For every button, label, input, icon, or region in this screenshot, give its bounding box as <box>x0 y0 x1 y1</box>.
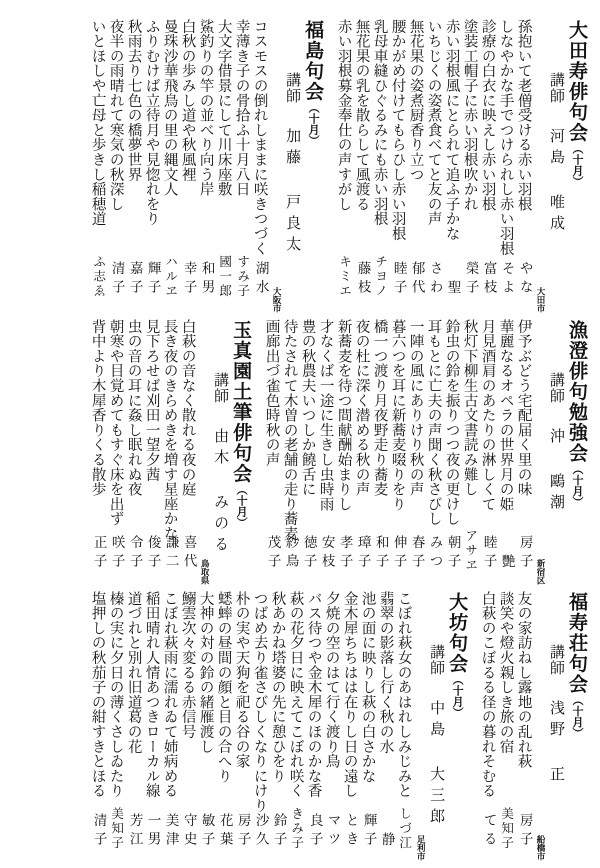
haiku-verse: 朴の実や天狗を祀る谷の家 <box>233 591 250 769</box>
haiku-author: 富枝 <box>480 261 497 298</box>
haiku-author: 璋子 <box>354 535 371 572</box>
haiku-entry <box>479 586 496 862</box>
haiku-verse: 乳母車縫ひぐるみにも赤い羽根 <box>371 19 388 227</box>
haiku-author: アサヱ <box>463 528 479 572</box>
haiku-verse: いちじくの姿煮食べてと友の声 <box>425 19 442 227</box>
haiku-verse: 赤い羽根風にとられて追ふ子かな <box>443 19 460 241</box>
haiku-entry <box>389 14 406 314</box>
haiku-entry <box>179 586 196 862</box>
haiku-verse: 萩の花夕日に映えてこぼれ咲く <box>287 591 304 799</box>
haiku-group-fukushima <box>88 14 328 314</box>
haiku-verse: 大文字借景にして川床座敷 <box>215 19 232 197</box>
haiku-author: 和男 <box>198 261 215 298</box>
haiku-author: やな <box>516 261 533 298</box>
haiku-author: しづ江 <box>397 806 413 850</box>
haiku-verse: 談笑や燈火親しき旅の宿 <box>497 591 514 754</box>
haiku-author: 藤枝 <box>354 261 371 298</box>
haiku-author: さわ <box>426 261 443 298</box>
haiku-author: 安枝 <box>318 535 335 572</box>
lecturer: 講師 中島 大三郎 <box>428 644 447 829</box>
haiku-author: 敏子 <box>198 813 215 850</box>
haiku-entry <box>461 314 478 586</box>
haiku-verse: 腰かがめ付けてもらひし赤い羽根 <box>389 19 406 241</box>
lecturer: 講師 加藤 戸良太 <box>284 72 303 257</box>
haiku-verse: 秋雨去り七色の橋夢世界 <box>125 19 142 182</box>
haiku-entry <box>425 14 442 314</box>
haiku-author: みつ <box>426 535 443 572</box>
haiku-verse: 月見酒肩のあたりの淋しくて <box>479 319 496 512</box>
haiku-entry <box>497 14 514 314</box>
haiku-entry <box>215 586 232 862</box>
haiku-verse: 鈴虫の鈴を振りつつ夜の更けし <box>443 319 460 527</box>
haiku-verse: 鯊釣りの竿の並べり向う岸 <box>197 19 214 197</box>
group-heading <box>196 314 256 586</box>
haiku-author: 俊子 <box>144 535 161 572</box>
haiku-author: 喜代 <box>180 535 197 572</box>
haiku-author: 美津 <box>162 813 179 850</box>
group-city: 船橋市 <box>535 834 545 860</box>
haiku-entry <box>89 14 106 314</box>
group-city: 足利市 <box>415 834 426 860</box>
haiku-entry <box>143 14 160 314</box>
haiku-verse: 背中より木犀香りくる散歩 <box>89 319 106 497</box>
haiku-author: チヨノ <box>373 254 389 298</box>
haiku-author: きみ子 <box>289 806 305 850</box>
haiku-verse: ふりむけば立待月や見惚れをり <box>143 19 160 227</box>
haiku-verse: 池の面に映りし萩の白さかな <box>359 591 376 784</box>
band-bottom <box>8 586 592 862</box>
haiku-author: 和子 <box>372 535 389 572</box>
haiku-author: 輝子 <box>144 261 161 298</box>
haiku-entry <box>407 314 424 586</box>
haiku-verse: 孫抱いて老僧受ける赤い羽根 <box>515 19 532 212</box>
haiku-entry <box>353 14 370 314</box>
haiku-verse: 蟋蟀の昼間の顔と目の合へり <box>215 591 232 784</box>
haiku-author: 花葉 <box>216 813 233 850</box>
haiku-group-fukujuso <box>478 586 592 862</box>
haiku-author: 美知子 <box>499 806 515 850</box>
haiku-group-daibo-continued <box>88 586 322 862</box>
haiku-verse: 伊予ぶどう宅配届く里の味 <box>515 319 532 497</box>
haiku-author: 紗鳥 <box>282 535 299 572</box>
haiku-author: 一男 <box>144 813 161 850</box>
haiku-entry <box>125 14 142 314</box>
haiku-verse: 才なくば一途に生きし虫時雨 <box>317 319 334 512</box>
haiku-verse: 翡翠の影落し行く秋の水 <box>377 591 394 754</box>
lecturer: 講師 浅野 正 <box>548 644 566 787</box>
haiku-verse: 塩押しの秋茄子の紺すきとほる <box>89 591 106 799</box>
haiku-entry <box>305 586 322 862</box>
haiku-author: 聖 <box>444 279 461 298</box>
haiku-author: 茂子 <box>264 535 281 572</box>
haiku-entry <box>179 314 196 586</box>
haiku-verse: 曼珠沙華飛鳥の里の縄文人 <box>161 19 178 197</box>
haiku-verse: しなやかな手でつけられし赤い羽根 <box>497 19 514 256</box>
haiku-author: 徳子 <box>300 535 317 572</box>
haiku-entry <box>335 14 352 314</box>
haiku-author: ふ志ゑ <box>91 254 107 298</box>
haiku-author: 朝子 <box>444 535 461 572</box>
haiku-verse: いとほしや亡母と歩きし稲穂道 <box>89 19 106 227</box>
haiku-entry <box>179 14 196 314</box>
haiku-entry <box>197 586 214 862</box>
haiku-author: てる <box>480 813 497 850</box>
group-heading <box>532 586 592 862</box>
haiku-verse: 夕焼の空のはて行く渡り鳥 <box>323 591 340 769</box>
haiku-author: 鈴子 <box>270 813 287 850</box>
haiku-entry <box>359 586 376 862</box>
haiku-verse: つばめ去り雀さびしくなりにけり <box>251 591 268 813</box>
haiku-entry <box>395 586 412 862</box>
haiku-verse: 新蕎麦を待つ間献酬始まりし <box>335 319 352 512</box>
group-title: 大田寿俳句会（十月） <box>566 20 588 187</box>
haiku-entry <box>161 14 178 314</box>
haiku-author: 守史 <box>180 813 197 850</box>
haiku-verse: 長き夜のきらめきを増す星座かな <box>161 319 178 541</box>
haiku-verse: 白秋の歩みし道や秋風裡 <box>179 19 196 182</box>
haiku-author: 湖水 <box>252 261 269 298</box>
haiku-entry <box>353 314 370 586</box>
haiku-entry <box>497 586 514 862</box>
haiku-author: 謙二 <box>162 535 179 572</box>
haiku-author: 静 <box>378 831 395 850</box>
haiku-entry <box>479 314 496 586</box>
group-title: 福島句会（十月） <box>302 20 325 146</box>
haiku-author: とき <box>342 813 359 850</box>
haiku-entry <box>215 14 232 314</box>
group-title: 大坊句会（十月） <box>446 592 469 718</box>
haiku-author: 榮子 <box>462 261 479 298</box>
haiku-entry <box>233 586 250 862</box>
haiku-author: 國一郎 <box>217 254 233 298</box>
haiku-entry <box>323 586 340 862</box>
haiku-verse: 無花果の乳を散らして風渡る <box>353 19 370 212</box>
haiku-author: 幸子 <box>180 261 197 298</box>
haiku-entry <box>515 14 532 314</box>
haiku-verse: 大神の対の鈴の緒雁渡し <box>197 591 214 754</box>
haiku-author: 房子 <box>516 535 533 572</box>
haiku-verse: 無花果の姿煮厨香り立つ <box>407 19 424 182</box>
haiku-author: 房子 <box>234 813 251 850</box>
haiku-verse: 幸薄き子の骨拾ふ十月八日 <box>233 19 250 197</box>
haiku-author: 沙久 <box>252 813 269 850</box>
haiku-group-tamashinen <box>88 314 256 586</box>
group-city: 大田市 <box>535 286 545 312</box>
haiku-verse: 稲田晴れ人情あつきローカル線 <box>143 591 160 799</box>
haiku-author: 正子 <box>90 535 107 572</box>
haiku-entry <box>335 314 352 586</box>
haiku-entry <box>143 586 160 862</box>
haiku-entry <box>107 314 124 586</box>
haiku-entry <box>371 314 388 586</box>
haiku-author: 睦子 <box>480 535 497 572</box>
lecturer: 講師 由木 みのる <box>212 372 231 557</box>
haiku-verse: 金木犀ちちはは在りし日の遠し <box>341 591 358 799</box>
haiku-verse: 一陣の風にありけり秋の声 <box>407 319 424 497</box>
haiku-entry <box>515 586 532 862</box>
haiku-entry <box>341 586 358 862</box>
haiku-verse: 赤い羽根募金奉仕の声すがし <box>335 19 352 212</box>
haiku-entry <box>161 586 178 862</box>
haiku-entry <box>425 314 442 586</box>
haiku-author: マツ <box>324 813 341 850</box>
lecturer: 講師 沖 鷗潮 <box>548 372 566 515</box>
haiku-verse: 待たされて木曽の老舗の走り蕎麦 <box>281 319 298 541</box>
haiku-author: ハルヱ <box>163 254 179 298</box>
haiku-verse: 虫の音の耳に姦し眠れぬ夜 <box>125 319 142 497</box>
band-middle <box>8 314 592 586</box>
haiku-verse: こぼれ萩雨に濡れゐて姉病める <box>161 591 178 799</box>
haiku-group-gyocho <box>262 314 592 586</box>
haiku-entry <box>263 314 280 586</box>
haiku-verse: 暮六つを耳に新蕎麦啜りをり <box>389 319 406 512</box>
haiku-verse: 榛の実に夕日の薄くさしゐたり <box>107 591 124 799</box>
haiku-group-ota <box>334 14 592 314</box>
haiku-author: キミエ <box>337 254 353 298</box>
lecturer: 講師 河島 唯成 <box>548 72 566 236</box>
group-city: 大阪市 <box>271 286 282 312</box>
haiku-author: 清子 <box>90 813 107 850</box>
haiku-verse: 秋あかね塔婆の先に憩ひをり <box>269 591 286 784</box>
haiku-entry <box>89 314 106 586</box>
haiku-verse: 朝寒や目覚めてもすぐ床を出ず <box>107 319 124 527</box>
haiku-entry <box>299 314 316 586</box>
haiku-author: すみ子 <box>235 254 251 298</box>
haiku-entry <box>269 586 286 862</box>
haiku-author: 睦子 <box>390 261 407 298</box>
haiku-verse: 画廊出づ雀色時秋の声 <box>263 319 280 467</box>
haiku-author: 春子 <box>408 535 425 572</box>
haiku-entry <box>479 14 496 314</box>
haiku-entry <box>377 586 394 862</box>
haiku-author: 芳江 <box>126 813 143 850</box>
haiku-entry <box>107 14 124 314</box>
group-city: 鳥取県 <box>199 558 210 584</box>
group-heading <box>532 14 592 314</box>
haiku-verse: コスモスの倒れしままに咲きつづく <box>251 19 268 256</box>
haiku-author: 美知子 <box>109 806 125 850</box>
haiku-entry <box>287 586 304 862</box>
group-title: 漁澄俳句勉強会（十月） <box>566 320 588 508</box>
haiku-entry <box>443 314 460 586</box>
haiku-verse: 夜半の雨晴れて寒気の秋深し <box>107 19 124 212</box>
haiku-author: 艷 <box>498 553 515 572</box>
haiku-author: 咲子 <box>108 535 125 572</box>
haiku-entry <box>107 586 124 862</box>
haiku-author: 清子 <box>108 261 125 298</box>
haiku-verse: 友の家訪ねし露地の乱れ萩 <box>515 591 532 769</box>
haiku-entry <box>197 14 214 314</box>
group-heading <box>412 586 472 862</box>
haiku-entry <box>281 314 298 586</box>
haiku-entry <box>389 314 406 586</box>
haiku-verse: 塗装工帽子に赤い羽根吹かれ <box>461 19 478 212</box>
haiku-entry <box>89 586 106 862</box>
haiku-verse: 夜の杜に深く潜める秋の声 <box>353 319 370 497</box>
haiku-author: 令子 <box>126 535 143 572</box>
haiku-verse: 診療の白衣に映えし赤い羽根 <box>479 19 496 212</box>
haiku-entry <box>371 14 388 314</box>
haiku-entry <box>251 14 268 314</box>
haiku-author: 房子 <box>516 813 533 850</box>
group-heading <box>268 14 328 314</box>
haiku-entry <box>317 314 334 586</box>
haiku-verse: 白萩の音なく散れる夜の庭 <box>179 319 196 497</box>
group-title: 福寿荘句会（十月） <box>566 592 588 739</box>
haiku-author: 孝子 <box>336 535 353 572</box>
haiku-entry <box>443 14 460 314</box>
haiku-verse: 道づれと別れ旧道葛の花 <box>125 591 142 754</box>
haiku-author: 郁代 <box>408 261 425 298</box>
haiku-entry <box>407 14 424 314</box>
group-heading <box>532 314 592 586</box>
haiku-verse: バス待つや金木犀のほのかな香 <box>305 591 322 799</box>
haiku-author: 伸子 <box>390 535 407 572</box>
band-top <box>8 14 592 314</box>
group-title: 玉真園土筆俳句会（十月） <box>230 320 253 528</box>
haiku-entry <box>515 314 532 586</box>
haiku-verse: こぼれ萩女のあはれしみじみと <box>395 591 412 799</box>
haiku-entry <box>161 314 178 586</box>
haiku-entry <box>233 14 250 314</box>
haiku-verse: 秋灯下柳生古文書読み難し <box>461 319 478 497</box>
haiku-verse: 見下ろせば刈田一望夕茜 <box>143 319 160 482</box>
haiku-verse: 白萩のこぼるる径の暮れそむる <box>479 591 496 799</box>
haiku-author: そよ <box>498 261 515 298</box>
haiku-entry <box>497 314 514 586</box>
haiku-author: 嘉子 <box>126 261 143 298</box>
haiku-entry <box>125 314 142 586</box>
haiku-entry <box>143 314 160 586</box>
haiku-author: 良子 <box>306 813 323 850</box>
haiku-entry <box>461 14 478 314</box>
haiku-verse: 鰯雲次々変るる赤信号 <box>179 591 196 739</box>
group-city: 新宿区 <box>535 558 545 584</box>
haiku-verse: 耳もとに亡夫の声聞く秋さびし <box>425 319 442 527</box>
haiku-verse: 橋一つ渡り月夜野走り蕎麦 <box>371 319 388 497</box>
haiku-entry <box>125 586 142 862</box>
haiku-author: 輝子 <box>360 813 377 850</box>
haiku-entry <box>251 586 268 862</box>
haiku-group-daibo <box>322 586 472 862</box>
haiku-verse: 華麗なるオペラの世界月の姫 <box>497 319 514 512</box>
haiku-verse: 豊の秋農夫いつしか饒舌に <box>299 319 316 497</box>
